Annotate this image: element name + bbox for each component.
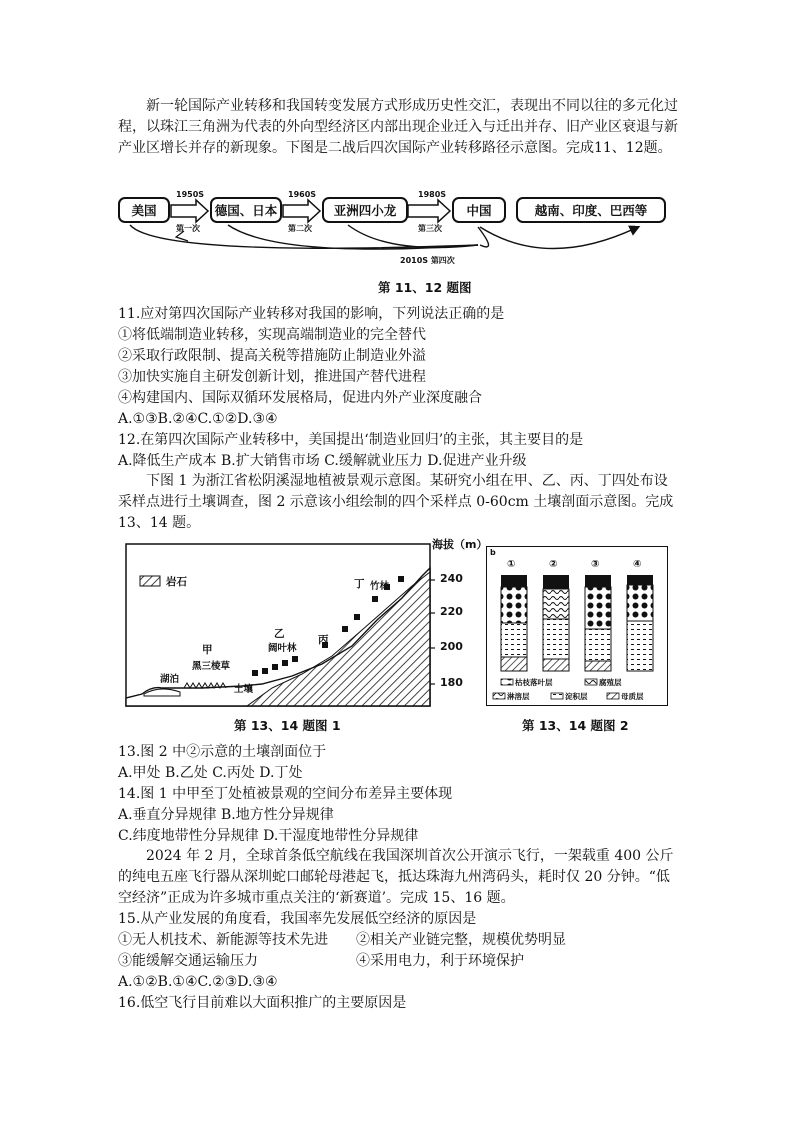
soil-column-4 <box>627 575 653 671</box>
q11-item-1: ①将低端制造业转移，实现高端制造业的完全替代 <box>118 327 426 343</box>
legend-eluvial: 淋溶层 <box>507 692 530 701</box>
tick-200: 200 <box>440 640 463 653</box>
tick-180: 180 <box>440 676 463 689</box>
soil-profile-figure <box>486 546 668 706</box>
figure-caption-11-12: 第 11、12 题图 <box>378 280 472 295</box>
box-china: 中国 <box>452 197 506 223</box>
q15-item-1: ①无人机技术、新能源等技术先进 <box>118 932 328 948</box>
legend-illuvial: 淀积层 <box>565 692 588 701</box>
year-1980s: 1980S <box>418 190 447 199</box>
soil-column-1 <box>501 575 527 671</box>
label-bur-reed: 黑三棱草 <box>192 661 231 672</box>
label-bing: 丙 <box>318 634 329 646</box>
box-asian-tigers: 亚洲四小龙 <box>322 197 408 223</box>
figure-b-tag: b <box>490 548 496 557</box>
year-1950s: 1950S <box>176 190 205 199</box>
column-label-4: ④ <box>633 559 642 570</box>
q12-options: A.降低生产成本 B.扩大销售市场 C.缓解就业压力 D.促进产业升级 <box>118 453 527 469</box>
q11-item-3: ③加快实施自主研发创新计划，推进国产替代进程 <box>118 369 426 385</box>
q11-item-4: ④构建国内、国际双循环发展格局，促进内外产业深度融合 <box>118 390 482 406</box>
soil-column-2 <box>543 575 569 671</box>
q11-stem: 11.应对第四次国际产业转移对我国的影响，下列说法正确的是 <box>118 306 505 322</box>
q12-stem: 12.在第四次国际产业转移中，美国提出‘制造业回归’的主张，其主要目的是 <box>118 432 584 448</box>
q11-options: A.①③B.②④C.①②D.③④ <box>118 411 278 427</box>
arrow-1 <box>171 200 208 222</box>
q16-stem: 16.低空飞行目前难以大面积推广的主要原因是 <box>118 995 407 1011</box>
figure-caption-13-14-1: 第 13、14 题图 1 <box>234 718 341 733</box>
column-label-3: ③ <box>591 559 600 570</box>
label-bamboo: 竹林 <box>370 581 390 592</box>
q14-stem: 14.图 1 中甲至丁处植被景观的空间分布差异主要体现 <box>118 786 453 802</box>
q15-stem: 15.从产业发展的角度看，我国率先发展低空经济的原因是 <box>118 911 477 927</box>
label-yi: 乙 <box>274 628 285 640</box>
box-usa: 美国 <box>118 197 170 223</box>
legend-litter: 枯枝落叶层 <box>515 678 553 687</box>
order-third: 第三次 <box>418 224 442 233</box>
legend-humus: 腐殖层 <box>599 678 622 687</box>
label-soil: 土壤 <box>234 684 254 695</box>
intro-paragraph-2: 下图 1 为浙江省松阴溪湿地植被景观示意图。某研究小组在甲、乙、丙、丁四处布设采样点进行土壤调查，图 2 示意该小组绘制的四个采样点 0-60cm 土壤剖面示意图。完成 13、14 题。 <box>118 473 674 531</box>
arrow-2 <box>283 200 320 222</box>
box-germany-japan: 德国、日本 <box>210 197 282 223</box>
curve-to-vietnam <box>480 227 638 249</box>
tick-220: 220 <box>440 605 463 618</box>
q14-options-2: C.纬度地带性分异规律 D.干湿度地带性分异规律 <box>118 828 419 844</box>
label-ding: 丁 <box>354 578 365 590</box>
tick-240: 240 <box>440 572 463 585</box>
altitude-axis-title: 海拔（m） <box>432 538 488 551</box>
label-jia: 甲 <box>202 644 213 656</box>
wetland-profile-figure <box>122 538 488 710</box>
q13-stem: 13.图 2 中②示意的土壤剖面位于 <box>118 744 327 760</box>
soil-column-3 <box>585 575 611 671</box>
year-1960s: 1960S <box>288 190 317 199</box>
curve-asia <box>348 225 478 248</box>
transfer-path-figure <box>118 185 678 285</box>
box-vietnam-india-brazil: 越南、印度、巴西等 <box>516 197 666 223</box>
intro-paragraph-1: 新一轮国际产业转移和我国转变发展方式形成历史性交汇，表现出不同以往的多元化过程，以珠江三角洲为代表的外向型经济区内部出现企业迁入与迁出并存、旧产业区衰退与新产业区增长并存的新现象。下图是二战后四次国际产业转移路径示意图。完成11、12题。 <box>118 98 678 156</box>
q15-options: A.①②B.①④C.②③D.③④ <box>118 974 278 990</box>
rock-legend-label: 岩石 <box>166 576 187 588</box>
label-lake: 湖泊 <box>160 674 180 685</box>
order-second: 第二次 <box>288 224 312 233</box>
column-label-2: ② <box>549 559 558 570</box>
q13-options: A.甲处 B.乙处 C.丙处 D.丁处 <box>118 765 303 781</box>
order-fourth: 2010S 第四次 <box>400 256 455 265</box>
q11-item-2: ②采取行政限制、提高关税等措施防止制造业外溢 <box>118 348 426 364</box>
q14-options-1: A.垂直分异规律 B.地方性分异规律 <box>118 807 334 823</box>
q15-item-2: ②相关产业链完整，规模优势明显 <box>356 932 566 948</box>
figure-caption-13-14-2: 第 13、14 题图 2 <box>522 718 629 733</box>
intro-paragraph-3: 2024 年 2 月，全球首条低空航线在我国深圳首次公开演示飞行，一架载重 400 公斤的纯电五座飞行器从深圳蛇口邮轮母港起飞，抵达珠海九州湾码头，耗时仅 20 分钟。“低空经济”正成为许多城市重点关注的‘新赛道’。完成 15、16 题。 <box>118 848 674 906</box>
legend-parent: 母质层 <box>621 692 644 701</box>
q15-item-3: ③能缓解交通运输压力 <box>118 953 258 969</box>
order-first: 第一次 <box>176 224 200 233</box>
q15-item-4: ④采用电力，利于环境保护 <box>356 953 524 969</box>
column-label-1: ① <box>507 559 516 570</box>
label-broadleaf: 阔叶林 <box>268 643 297 654</box>
rock-legend-swatch <box>140 576 160 586</box>
arrow-3 <box>408 200 450 222</box>
